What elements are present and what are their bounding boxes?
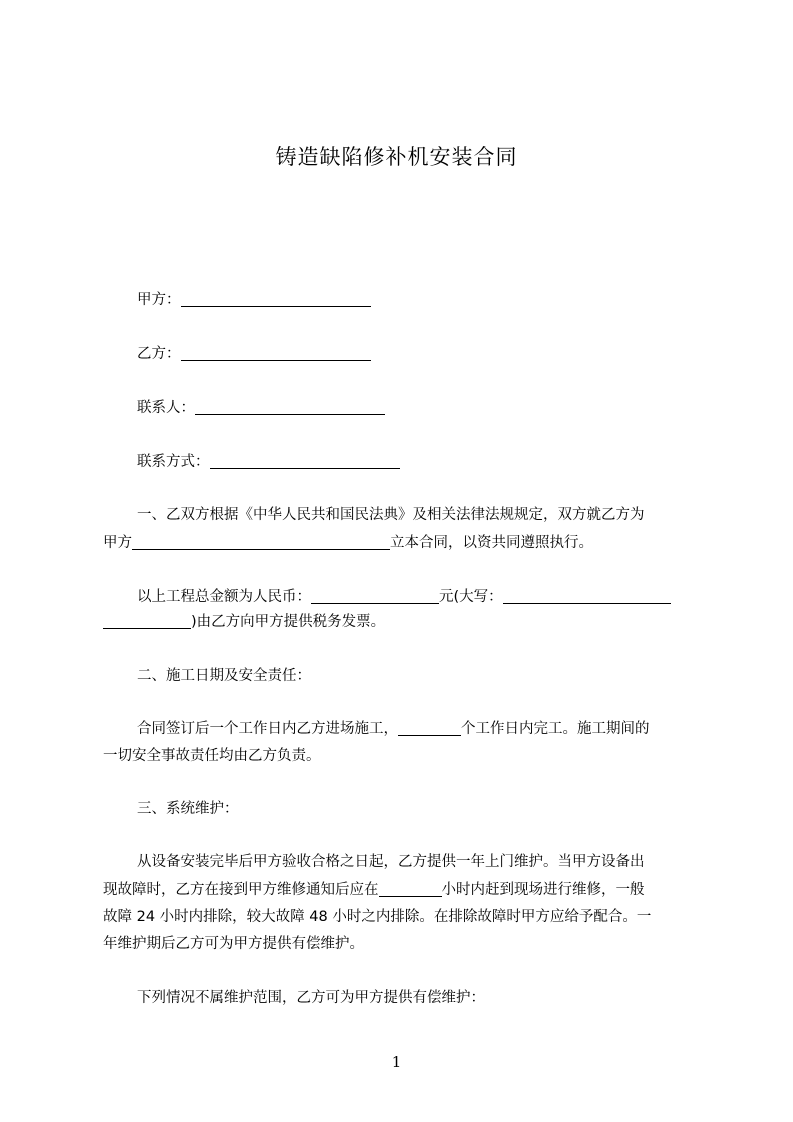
section-2-text-a: 合同签订后一个工作日内乙方进场施工，: [137, 721, 398, 737]
contact-method-line: [137, 448, 737, 476]
section-3-heading: 三、系统维护：: [137, 801, 239, 817]
contact-method-blank: [210, 452, 400, 469]
party-b-line: [137, 340, 737, 368]
contact-blank: [195, 398, 385, 415]
paragraph-2-line-1: [137, 583, 737, 611]
party-a-ref: 甲方: [103, 535, 132, 551]
section-3-line-3: 故障 24 小时内排除，较大故障 48 小时之内排除。在排除故障时甲方应给予配合。一: [103, 909, 652, 925]
section-3-line-4: 年维护期后乙方可为甲方提供有偿维护。: [103, 936, 364, 952]
party-a-label: 甲方：: [137, 292, 181, 308]
page-number: 1: [391, 1053, 402, 1071]
paragraph-1-tail: 立本合同，以资共同遵照执行。: [390, 535, 593, 551]
party-b-blank: [181, 344, 371, 361]
paragraph-1-line-2: [103, 529, 703, 557]
section-2-text-b: 个工作日内完工。施工期间的: [461, 721, 650, 737]
amount-capital-blank-cont: [103, 612, 191, 629]
section-2-line-2: 一切安全事故责任均由乙方负责。: [103, 748, 321, 764]
amount-blank: [311, 587, 439, 604]
invoice-text: )由乙方向甲方提供税务发票。: [191, 614, 386, 630]
contact-method-label: 联系方式：: [137, 454, 210, 470]
section-3-line-1: 从设备安装完毕后甲方验收合格之日起，乙方提供一年上门维护。当甲方设备出: [137, 854, 645, 870]
party-a-line: [137, 286, 737, 314]
section-3-line-2: [103, 876, 703, 904]
paragraph-2-line-2: [103, 608, 703, 636]
project-blank: [132, 533, 390, 550]
contact-label: 联系人：: [137, 400, 195, 416]
hours-blank: [379, 880, 442, 897]
amount-capital-blank: [503, 587, 671, 604]
section-4-line-1: 下列情况不属维护范围，乙方可为甲方提供有偿维护：: [137, 990, 485, 1006]
amount-label: 以上工程总金额为人民币：: [137, 589, 311, 605]
party-a-blank: [181, 290, 371, 307]
section-3-text-a: 现故障时，乙方在接到甲方维修通知后应在: [103, 882, 379, 898]
amount-capital-label: 元(大写：: [439, 589, 503, 605]
party-b-label: 乙方：: [137, 346, 181, 362]
section-2-line-1: [137, 715, 737, 743]
paragraph-1-line-1: 一、乙双方根据《中华人民共和国民法典》及相关法律法规规定，双方就乙方为: [137, 507, 645, 523]
workdays-blank: [398, 719, 461, 736]
section-3-text-b: 小时内赶到现场进行维修，一般: [441, 882, 645, 898]
contact-line: [137, 394, 737, 422]
page-title: 铸造缺陷修补机安装合同: [275, 145, 518, 169]
section-2-heading: 二、施工日期及安全责任：: [137, 668, 311, 684]
